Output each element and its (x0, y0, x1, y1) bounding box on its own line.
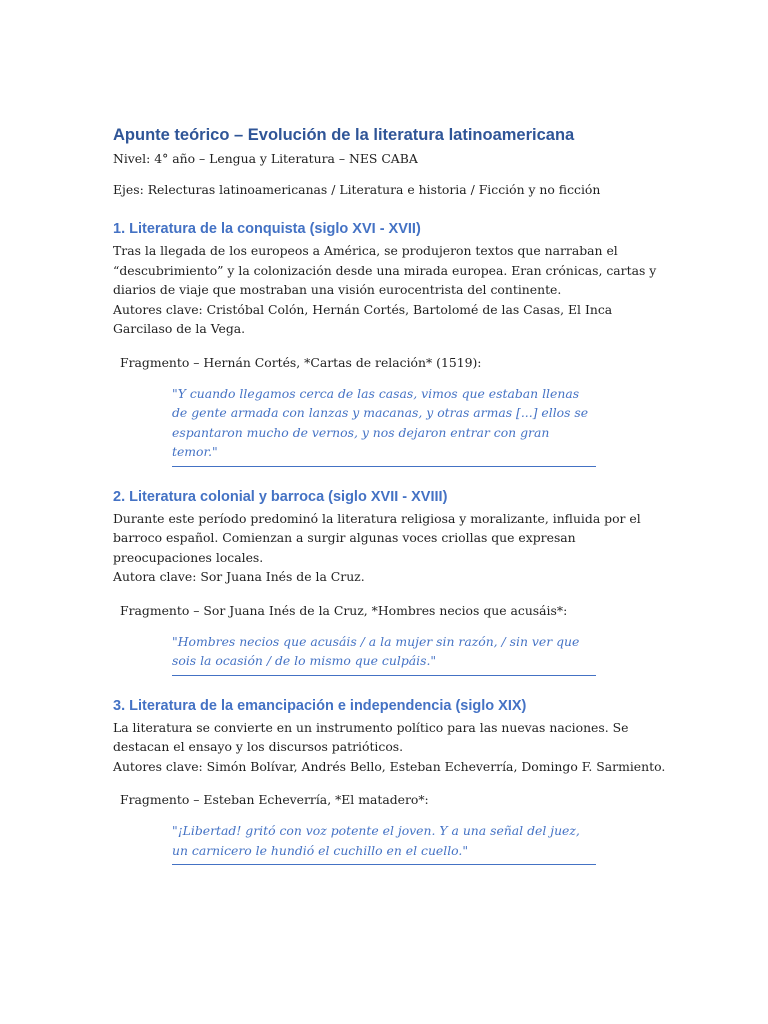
section-heading: 2. Literatura colonial y barroca (siglo XVII - XVIII) (113, 488, 448, 505)
quote-text: "¡Libertad! gritó con voz potente el joven. Y a una señal del juez, un carnicero le hundió el cuchillo en el cuello." (172, 823, 580, 858)
quote-text: "Hombres necios que acusáis / a la mujer sin razón, / sin ver que sois la ocasión / de lo mismo que culpáis." (172, 633, 580, 668)
quote-block (172, 384, 596, 467)
section-colonial (113, 487, 673, 676)
section-body: Durante este período predominó la literatura religiosa y moralizante, influida por el barroco español. Comienzan a surgir algunas voces criollas que expresan preocupaciones locales. (113, 510, 641, 565)
section-authors: Autora clave: Sor Juana Inés de la Cruz. (113, 569, 365, 584)
fragment-label: Fragmento – Sor Juana Inés de la Cruz, *Hombres necios que acusáis*: (120, 602, 568, 618)
section-body: Tras la llegada de los europeos a América, se produjeron textos que narraban el “descubrimiento” y la colonización desde una mirada europea. Eran crónicas, cartas y diarios de viaje que mostraban una visión eurocentrista del continente. (113, 243, 657, 297)
level-line: Nivel: 4° año – Lengua y Literatura – NES CABA (113, 151, 418, 166)
section-heading: 3. Literatura de la emancipación e independencia (siglo XIX) (113, 697, 527, 714)
quote-block (172, 821, 596, 865)
document-page (113, 124, 673, 865)
quote-block (172, 632, 596, 676)
section-body: La literatura se convierte en un instrumento político para las nuevas naciones. Se destacan el ensayo y los discursos patrióticos. (113, 719, 629, 754)
document-title: Apunte teórico – Evolución de la literatura latinoamericana (113, 126, 575, 144)
section-authors: Autores clave: Cristóbal Colón, Hernán Cortés, Bartolomé de las Casas, El Inca Garcilaso de la Vega. (113, 301, 613, 336)
section-emancipacion (113, 696, 673, 866)
section-heading: 1. Literatura de la conquista (siglo XVI - XVII) (113, 221, 421, 237)
quote-text: "Y cuando llegamos cerca de las casas, vimos que estaban llenas de gente armada con lanzas y macanas, y otras armas [...] ellos se espantaron mucho de vernos, y nos dejaron entrar con gran temor." (172, 385, 589, 459)
section-conquista (113, 219, 673, 467)
fragment-label: Fragmento – Hernán Cortés, *Cartas de relación* (1519): (120, 354, 482, 370)
fragment-label: Fragmento – Esteban Echeverría, *El matadero*: (120, 792, 429, 807)
axes-line: Ejes: Relecturas latinoamericanas / Literatura e historia / Ficción y no ficción (113, 182, 601, 197)
section-authors: Autores clave: Simón Bolívar, Andrés Bello, Esteban Echeverría, Domingo F. Sarmiento. (113, 758, 666, 774)
